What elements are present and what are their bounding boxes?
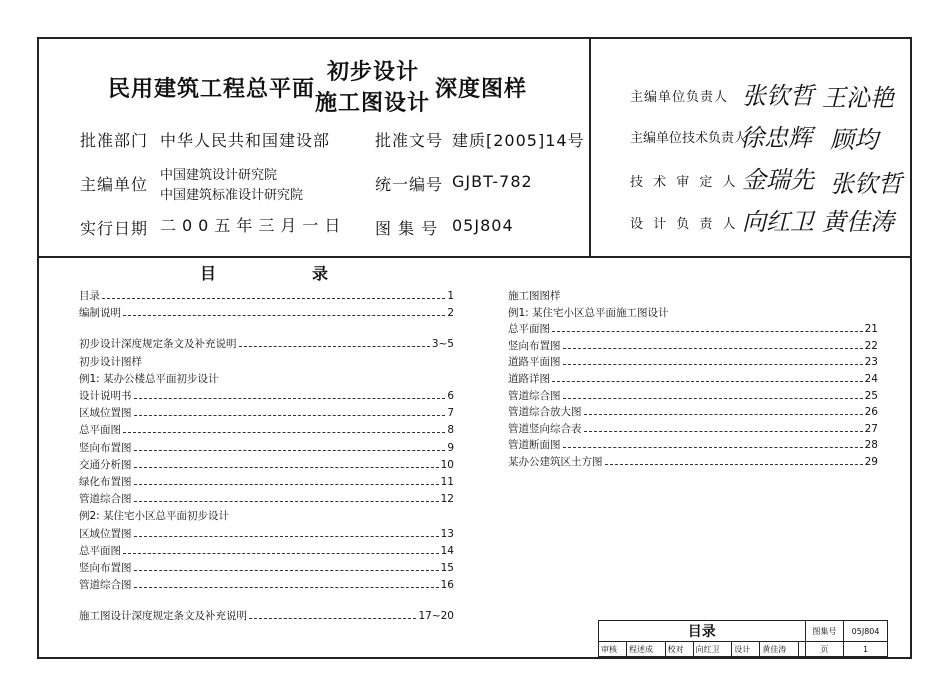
toc-leader <box>134 501 439 502</box>
toc-entry-text: 交通分析图 <box>79 458 132 471</box>
toc-page-number: 16 <box>440 579 454 592</box>
header-divider <box>37 256 912 258</box>
title-block-name: 目录 <box>599 621 806 642</box>
check-name: 向红卫 <box>693 642 732 657</box>
check-label: 校对 <box>665 642 693 657</box>
toc-leader <box>134 467 439 468</box>
toc-leader <box>134 398 446 399</box>
approve-doc-value: 建质[2005]14号 <box>452 131 585 150</box>
design-label: 设计 <box>732 642 760 657</box>
toc-entry <box>79 336 454 351</box>
toc-entry-text: 管道竖向综合表 <box>508 422 582 435</box>
toc-entry <box>508 338 878 353</box>
toc-entry <box>79 405 454 420</box>
toc-entry-text: 施工图图样 <box>508 290 561 302</box>
signature-2a: 金瑞先 <box>742 166 814 194</box>
toc-page-number: 3~5 <box>431 338 454 351</box>
toc-entry <box>508 404 878 419</box>
toc-entry-text: 例1: 某办公楼总平面初步设计 <box>79 372 219 385</box>
toc-entry <box>508 354 878 369</box>
toc-title-1: 目 <box>200 264 217 283</box>
toc-leader <box>123 553 439 554</box>
toc-entry-text: 管道综合图 <box>79 579 132 592</box>
toc-leader <box>584 414 863 415</box>
unified-no-label: 统一编号 <box>375 175 444 194</box>
toc-leader <box>563 364 863 365</box>
toc-entry <box>79 560 454 575</box>
toc-entry <box>79 288 454 303</box>
toc-page-number: 6 <box>447 390 454 402</box>
signature-1b: 顾均 <box>830 126 878 154</box>
toc-entry <box>79 474 454 489</box>
toc-page-number: 29 <box>864 456 878 468</box>
atlas-no-value: 05J804 <box>452 216 514 235</box>
toc-leader <box>552 381 863 382</box>
toc-entry-text: 竖向布置图 <box>508 339 561 352</box>
toc-leader <box>249 618 416 619</box>
toc-entry-text: 设计说明书 <box>79 390 132 402</box>
toc-entry <box>508 437 878 452</box>
toc-page-number: 8 <box>447 424 454 437</box>
toc-leader <box>134 570 439 571</box>
toc-leader <box>563 348 863 349</box>
toc-entry-text: 管道综合放大图 <box>508 406 582 419</box>
toc-entry-text: 施工图设计深度规定条文及补充说明 <box>79 610 247 623</box>
toc-page-number: 9 <box>447 441 454 454</box>
design-name: 黄佳涛 <box>760 642 799 657</box>
toc-entry-text: 目录 <box>79 290 100 302</box>
page-label: 页 <box>805 642 844 657</box>
toc-entry <box>508 421 878 436</box>
toc-entry <box>79 491 454 506</box>
editor-unit-value-1: 中国建筑设计研究院 <box>160 168 278 183</box>
toc-leader <box>134 415 446 416</box>
toc-entry <box>508 321 878 336</box>
toc-page-number: 13 <box>440 527 454 540</box>
sig-label-0: 主编单位负责人 <box>630 90 729 105</box>
toc-page-number: 25 <box>864 389 878 402</box>
signature-2b: 张钦哲 <box>830 170 902 198</box>
toc-leader <box>134 484 439 485</box>
toc-leader <box>605 464 863 465</box>
toc-entry-text: 绿化布置图 <box>79 476 132 488</box>
toc-page-number: 26 <box>864 406 878 419</box>
toc-entry <box>508 371 878 386</box>
toc-entry-text: 编制说明 <box>79 307 121 320</box>
toc-entry-text: 管道综合图 <box>508 389 561 402</box>
toc-leader <box>134 450 446 451</box>
approve-doc-label: 批准文号 <box>375 131 444 150</box>
toc-entry <box>508 288 878 303</box>
toc-page-number: 10 <box>440 458 454 471</box>
toc-title-2: 录 <box>312 264 329 283</box>
signature-0a: 张钦哲 <box>742 82 814 110</box>
toc-entry <box>79 457 454 472</box>
toc-page-number: 14 <box>440 544 454 557</box>
toc-entry-text: 例1: 某住宅小区总平面施工图设计 <box>508 306 669 319</box>
unified-no-value: GJBT-782 <box>452 172 533 191</box>
signature-3b: 黄佳涛 <box>822 208 894 236</box>
toc-page-number: 23 <box>864 356 878 369</box>
toc-page-number: 21 <box>864 323 878 336</box>
effective-date-value: 二00五年三月一日 <box>160 216 347 235</box>
atlas-no-label: 图 集 号 <box>375 219 439 238</box>
toc-entry <box>79 508 454 523</box>
toc-entry <box>508 305 878 320</box>
toc-entry <box>79 440 454 455</box>
toc-entry-text: 总平面图 <box>508 323 550 336</box>
toc-page-number: 22 <box>864 339 878 352</box>
toc-page-number: 28 <box>864 439 878 452</box>
signature-0b: 王沁艳 <box>822 84 894 112</box>
toc-page-number: 2 <box>447 307 454 320</box>
toc-page-number: 11 <box>440 476 454 488</box>
toc-entry-text: 道路平面图 <box>508 356 561 369</box>
toc-leader <box>102 298 445 299</box>
toc-page-number: 27 <box>864 422 878 435</box>
title-block <box>598 620 888 657</box>
toc-leader <box>563 447 863 448</box>
toc-page-number: 1 <box>447 290 454 302</box>
toc-entry-text: 管道断面图 <box>508 439 561 452</box>
toc-leader <box>563 398 863 399</box>
toc-entry-text: 总平面图 <box>79 424 121 437</box>
toc-leader <box>134 536 439 537</box>
toc-entry-text: 某办公建筑区土方图 <box>508 456 603 468</box>
toc-entry-text: 总平面图 <box>79 544 121 557</box>
title-mid-top: 初步设计 <box>327 60 420 85</box>
toc-leader <box>134 587 439 588</box>
toc-entry <box>79 354 454 369</box>
toc-page-number: 24 <box>864 373 878 385</box>
editor-unit-label: 主编单位 <box>80 175 149 194</box>
toc-leader <box>123 315 445 316</box>
signature-divider <box>589 37 591 257</box>
page-value: 1 <box>844 642 888 657</box>
toc-entry <box>508 454 878 469</box>
effective-date-label: 实行日期 <box>80 219 149 238</box>
toc-entry <box>79 577 454 592</box>
toc-entry-text: 道路详图 <box>508 373 550 385</box>
signature-3a: 向红卫 <box>742 208 814 236</box>
toc-page-number: 7 <box>447 407 454 420</box>
signature-1a: 徐忠辉 <box>740 124 812 152</box>
title-block-atlas-value: 05J804 <box>844 621 888 642</box>
title-block-atlas-label: 图集号 <box>805 621 844 642</box>
toc-entry-text: 区域位置图 <box>79 407 132 420</box>
toc-entry <box>79 371 454 386</box>
toc-entry <box>79 422 454 437</box>
review-name: 程述成 <box>626 642 665 657</box>
title-right: 深度图样 <box>435 77 528 102</box>
toc-page-number: 15 <box>440 562 454 574</box>
toc-entry-text: 初步设计深度规定条文及补充说明 <box>79 338 237 351</box>
toc-page-number: 12 <box>440 493 454 506</box>
toc-entry <box>79 388 454 403</box>
toc-entry <box>79 543 454 558</box>
approve-dept-label: 批准部门 <box>80 131 149 150</box>
toc-entry-text: 初步设计图样 <box>79 355 142 368</box>
toc-entry-text: 竖向布置图 <box>79 441 132 454</box>
toc-entry <box>508 388 878 403</box>
title-left: 民用建筑工程总平面 <box>108 77 316 102</box>
toc-leader <box>123 432 445 433</box>
toc-entry <box>79 305 454 320</box>
toc-page-number: 17~20 <box>418 610 454 623</box>
title-mid-bottom: 施工图设计 <box>315 91 431 116</box>
approve-dept-value: 中华人民共和国建设部 <box>160 131 331 150</box>
toc-leader <box>239 346 430 347</box>
toc-entry-text: 管道综合图 <box>79 493 132 506</box>
toc-leader <box>584 431 863 432</box>
toc-entry <box>79 526 454 541</box>
toc-leader <box>552 331 863 332</box>
editor-unit-value-2: 中国建筑标准设计研究院 <box>160 188 304 203</box>
toc-entry <box>79 608 454 623</box>
toc-entry-text: 例2: 某住宅小区总平面初步设计 <box>79 510 230 523</box>
toc-entry-text: 区域位置图 <box>79 527 132 540</box>
sig-label-1: 主编单位技术负责人 <box>630 131 748 146</box>
sig-label-3: 设 计 负 责 人 <box>630 217 739 232</box>
sig-label-2: 技 术 审 定 人 <box>630 175 739 190</box>
toc-entry-text: 竖向布置图 <box>79 562 132 574</box>
review-label: 审核 <box>599 642 627 657</box>
